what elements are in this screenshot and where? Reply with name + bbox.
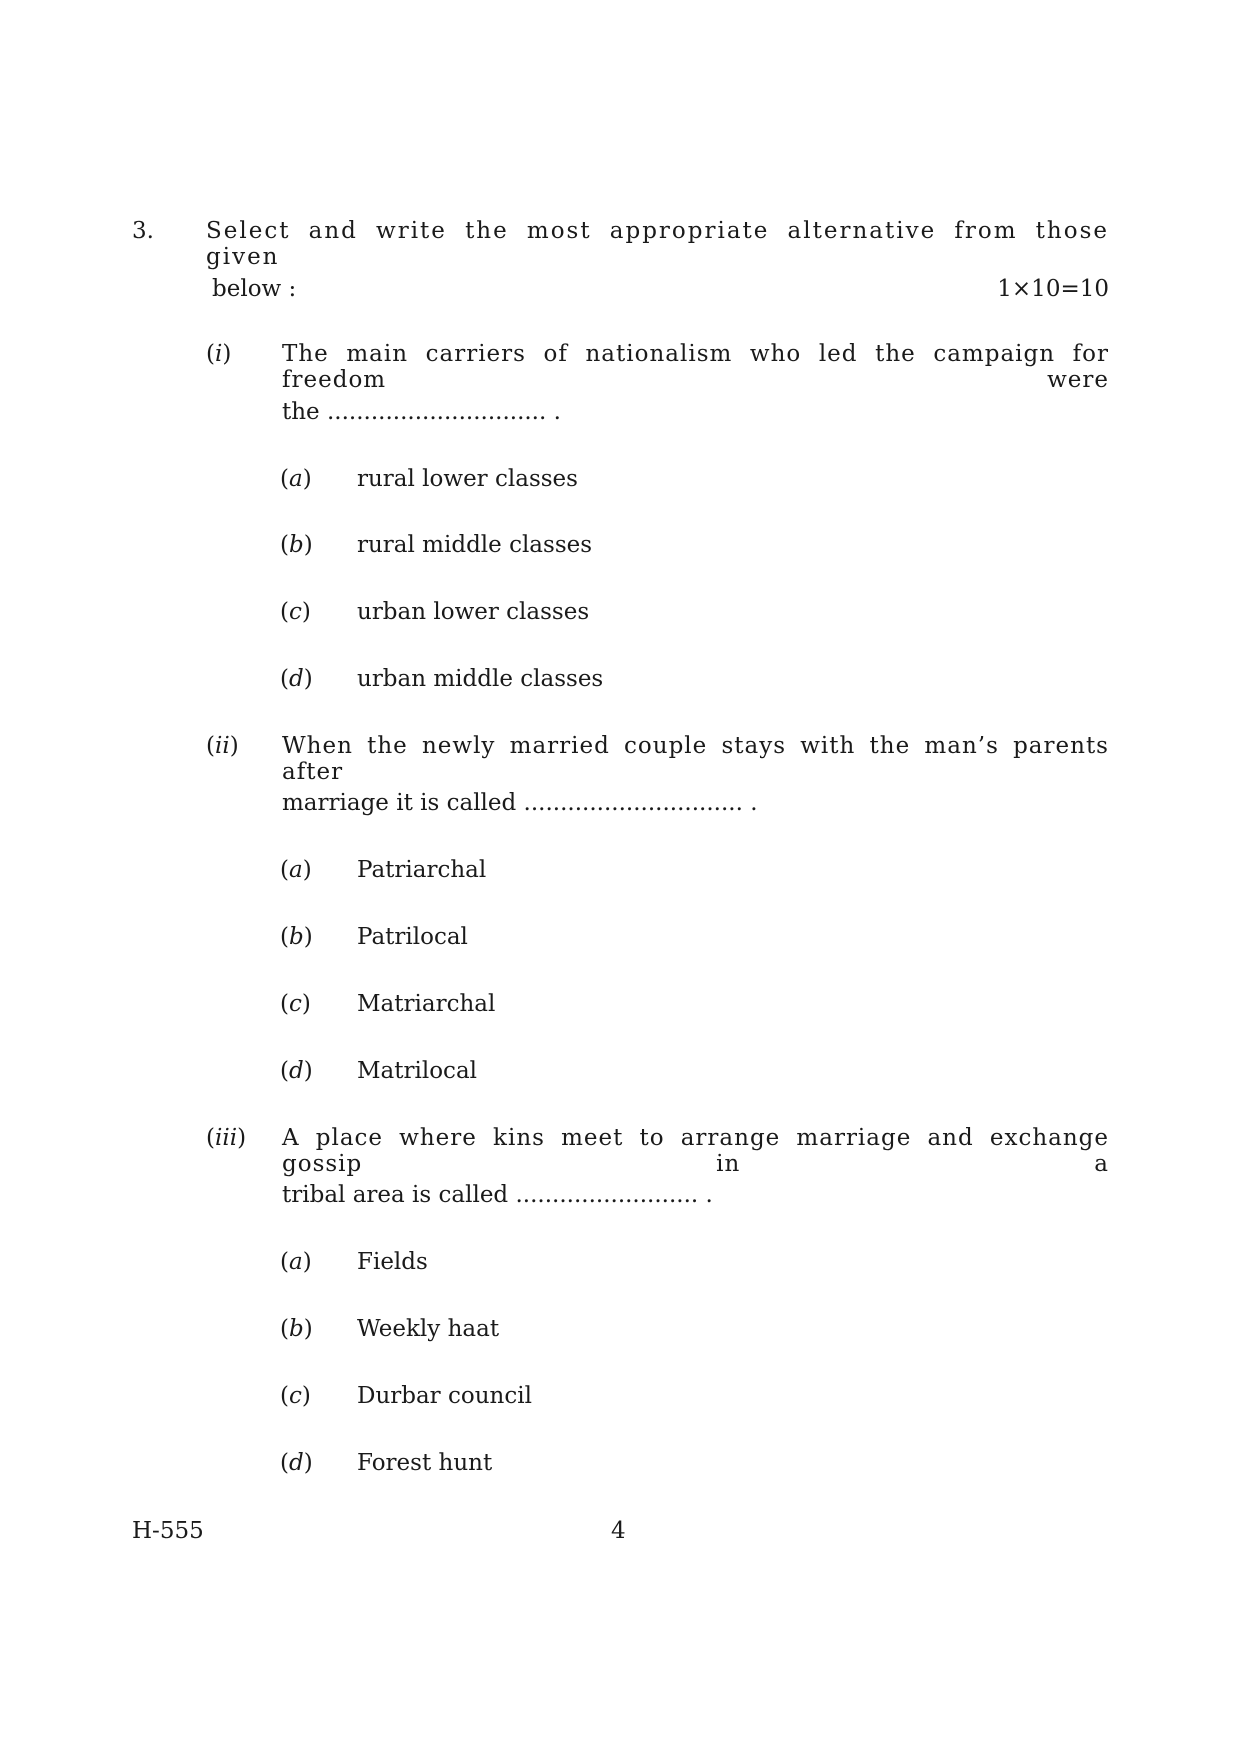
subquestion-numeral: (i) (206, 341, 232, 367)
option-letter: (c) (280, 991, 311, 1017)
option-letter: (d) (280, 666, 313, 692)
question-instruction: Select and write the most appropriate alternative from those given (206, 218, 1109, 270)
option-text: urban lower classes (357, 599, 590, 625)
option-letter: (a) (280, 466, 312, 492)
option-letter: (a) (280, 857, 312, 883)
option-text: urban middle classes (357, 666, 604, 692)
option-letter: (b) (280, 1316, 313, 1342)
subquestion-text: A place where kins meet to arrange marriage and exchange gossip in a (282, 1125, 1109, 1177)
question-instruction-continued: below : (212, 276, 297, 302)
question-marks: 1×10=10 (997, 276, 1109, 302)
subquestion-text-continued: marriage it is called .............................. . (282, 790, 758, 816)
option-text: Matrilocal (357, 1058, 478, 1084)
subquestion-text-continued: the .............................. . (282, 399, 561, 425)
subquestion-numeral: (ii) (206, 733, 239, 759)
option-text: rural middle classes (357, 532, 593, 558)
option-text: rural lower classes (357, 466, 578, 492)
option-letter: (d) (280, 1450, 313, 1476)
page-number: 4 (611, 1518, 626, 1544)
question-number: 3. (132, 218, 154, 244)
subquestion-numeral: (iii) (206, 1125, 247, 1151)
option-text: Patriarchal (357, 857, 487, 883)
paper-code: H-555 (132, 1518, 204, 1544)
option-letter: (d) (280, 1058, 313, 1084)
option-letter: (a) (280, 1249, 312, 1275)
subquestion-text: The main carriers of nationalism who led the campaign for freedom were (282, 341, 1109, 393)
subquestion-text-continued: tribal area is called ......................... . (282, 1182, 713, 1208)
option-text: Durbar council (357, 1383, 532, 1409)
option-text: Patrilocal (357, 924, 468, 950)
option-letter: (c) (280, 1383, 311, 1409)
option-text: Matriarchal (357, 991, 496, 1017)
option-text: Fields (357, 1249, 428, 1275)
option-letter: (b) (280, 924, 313, 950)
option-letter: (c) (280, 599, 311, 625)
option-text: Weekly haat (357, 1316, 500, 1342)
option-letter: (b) (280, 532, 313, 558)
subquestion-text: When the newly married couple stays with the man’s parents after (282, 733, 1109, 785)
option-text: Forest hunt (357, 1450, 493, 1476)
